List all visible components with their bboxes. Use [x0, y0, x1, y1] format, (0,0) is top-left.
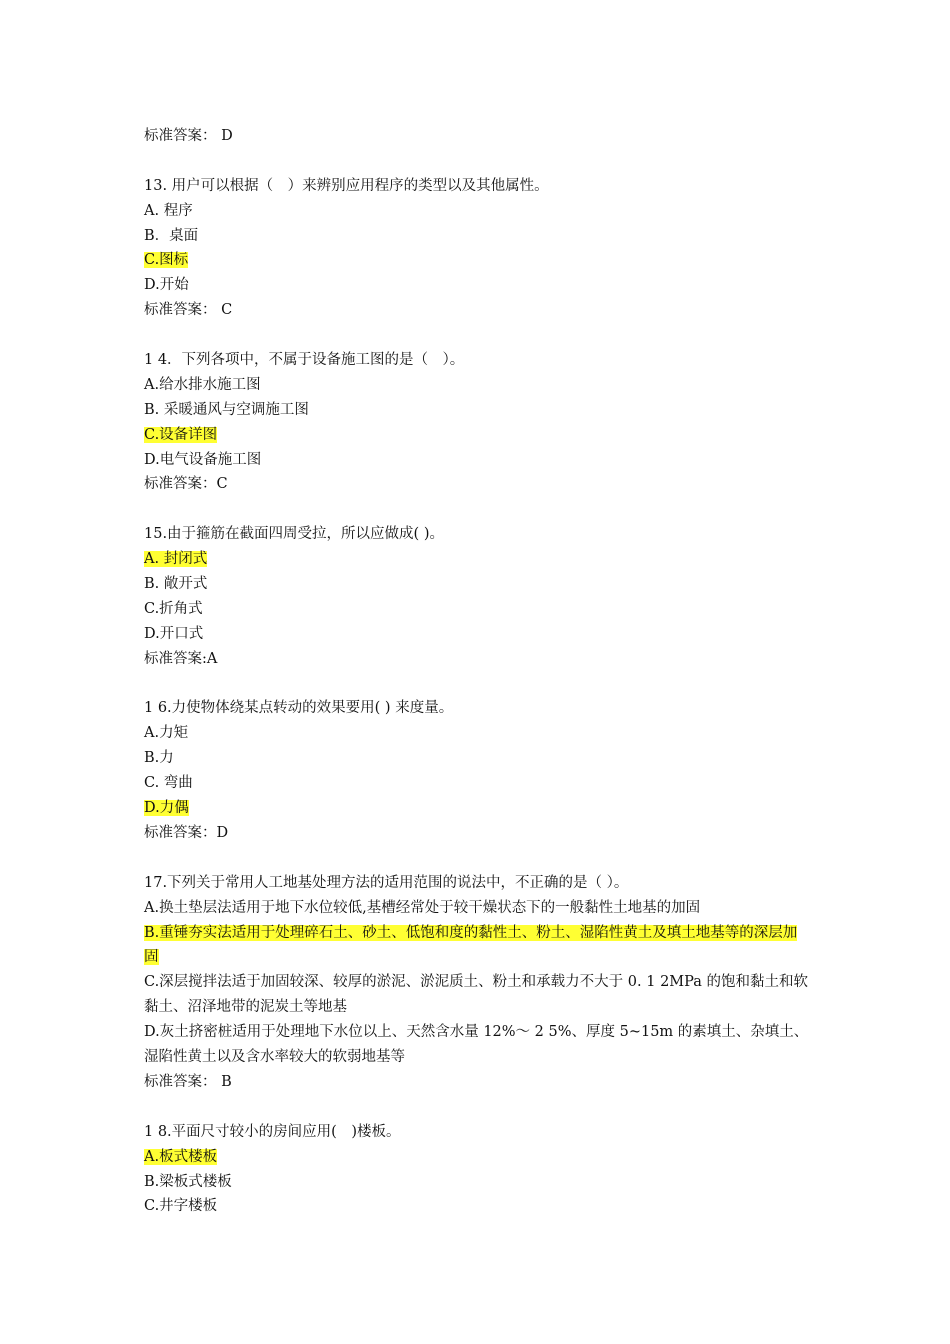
option-line: [144, 224, 810, 249]
option-text: C.折角式: [144, 600, 203, 617]
highlighted-option-text: C.设备详图: [144, 426, 218, 443]
option-line: [144, 248, 810, 273]
option-line: [144, 398, 810, 423]
spacer: [144, 497, 810, 522]
option-text: D.开口式: [144, 625, 204, 642]
spacer: [144, 149, 810, 174]
question-16: 1 6.力使物体绕某点转动的效果要用( ) 来度量。: [144, 700, 454, 717]
option-line: [144, 796, 810, 821]
spacer: [144, 846, 810, 871]
option-text: D.开始: [144, 277, 189, 294]
option-line: [144, 1170, 810, 1195]
option-line: [144, 572, 810, 597]
option-text: C.井字楼板: [144, 1198, 218, 1215]
option-line: [144, 746, 810, 771]
option-text: B.力: [144, 750, 174, 767]
option-line: [144, 1145, 810, 1170]
option-text: B.梁板式楼板: [144, 1173, 232, 1190]
option-line: [144, 771, 810, 796]
option-line: [144, 622, 810, 647]
option-text: A. 程序: [144, 202, 193, 219]
option-line: [144, 373, 810, 398]
option-text: C. 弯曲: [144, 775, 193, 792]
question-17: 17.下列关于常用人工地基处理方法的适用范围的说法中，不正确的是（ ）。: [144, 874, 629, 891]
option-text: A.力矩: [144, 725, 189, 742]
spacer: [144, 672, 810, 697]
answer-line: 标准答案：D: [144, 824, 229, 841]
spacer: [144, 323, 810, 348]
option-line: [144, 721, 810, 746]
highlighted-option-text: D.力偶: [144, 800, 189, 817]
answer-line: 标准答案:A: [144, 650, 218, 667]
highlighted-option-text: A.板式楼板: [144, 1148, 218, 1165]
option-line: [144, 1194, 810, 1219]
question-14: 1 4．下列各项中，不属于设备施工图的是（ ）。: [144, 352, 465, 369]
option-text: D.灰土挤密桩适用于处理地下水位以上、天然含水量 12%～ 2 5%、厚度 5~15m 的素填土、杂填土、湿陷性黄土以及含水率较大的软弱地基等: [144, 1024, 809, 1066]
option-text: A.换土垫层法适用于地下水位较低,基槽经常处于较干燥状态下的一般黏性土地基的加固: [144, 899, 701, 916]
answer-line: 标准答案： B: [144, 1073, 232, 1090]
option-text: B. 采暖通风与空调施工图: [144, 401, 309, 418]
highlighted-option-text: A. 封闭式: [144, 551, 208, 568]
option-line: [144, 896, 810, 921]
option-line: [144, 597, 810, 622]
document-content: [144, 124, 810, 1219]
answer-line: 标准答案： C: [144, 302, 233, 319]
highlighted-option-text: C.图标: [144, 252, 189, 269]
question-18: 1 8.平面尺寸较小的房间应用( )楼板。: [144, 1123, 401, 1140]
option-line: [144, 1020, 810, 1070]
option-line: [144, 199, 810, 224]
option-line: [144, 547, 810, 572]
option-text: D.电气设备施工图: [144, 451, 262, 468]
option-line: [144, 970, 810, 1020]
answer-line: 标准答案： D: [144, 128, 233, 144]
option-line: [144, 273, 810, 298]
option-line: [144, 448, 810, 473]
option-text: C.深层搅拌法适于加固较深、较厚的淤泥、淤泥质土、粉土和承载力不大于 0. 1 2MPa 的饱和黏土和软黏土、沼泽地带的泥炭土等地基: [144, 974, 809, 1016]
spacer: [144, 1095, 810, 1120]
answer-line: 标准答案：C: [144, 476, 228, 493]
question-13: 13. 用户可以根据（ ）来辨别应用程序的类型以及其他属性。: [144, 177, 549, 194]
option-text: B．桌面: [144, 227, 199, 244]
option-text: B. 敞开式: [144, 576, 208, 593]
option-text: A.给水排水施工图: [144, 376, 261, 393]
option-line: [144, 423, 810, 448]
question-15: 15.由于箍筋在截面四周受拉，所以应做成( )。: [144, 526, 444, 543]
highlighted-option-text: B.重锤夯实法适用于处理碎石土、砂土、低饱和度的黏性土、粉土、湿陷性黄土及填土地基等的深层加固: [144, 924, 798, 966]
option-line: [144, 921, 810, 971]
